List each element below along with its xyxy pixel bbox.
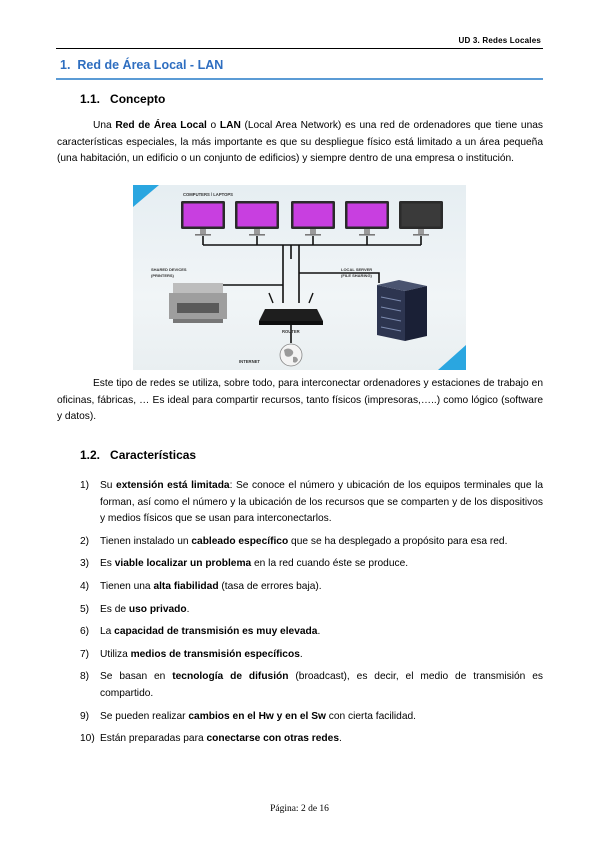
features-list: [80, 478, 543, 754]
list-item: 6) La capacidad de transmisión es muy elevada.: [80, 626, 321, 638]
corner-accent-top: [133, 185, 159, 207]
header-rule: [56, 48, 543, 49]
monitor-3: [291, 201, 335, 236]
corner-accent-bottom: [438, 345, 466, 370]
running-header: UD 3. Redes Locales: [458, 36, 541, 45]
globe-icon: [280, 344, 302, 366]
subsection-number: 1.2.: [80, 448, 101, 462]
lan-diagram-figure: [133, 185, 466, 370]
printers-label: (PRINTERS): [151, 273, 174, 278]
subsection-title: Características: [110, 448, 197, 462]
server-icon: [377, 280, 427, 341]
list-item: 1) Su extensión está limitada: Se conoce el número y ubicación de los equipos terminales que la forman, así como el número y la ubicación de los recursos que se comparten y de los dispositivos y medios físicos que se usan para interconectarlos.: [80, 480, 543, 525]
local-server-label: LOCAL SERVER: [341, 267, 373, 272]
router-icon: [259, 293, 323, 325]
section-heading: [60, 58, 223, 72]
internet-label: INTERNET: [239, 359, 260, 364]
printer-icon: [169, 283, 227, 323]
monitor-5: [399, 201, 443, 236]
shared-devices-label: SHARED DEVICES: [151, 267, 187, 272]
monitor-2: [235, 201, 279, 236]
list-item: 2) Tienen instalado un cableado específico que se ha desplegado a propósito para esa red.: [80, 535, 508, 547]
subsection-heading-concepto: [80, 92, 165, 106]
subsection-heading-caracteristicas: [80, 448, 196, 462]
list-item: 3) Es viable localizar un problema en la red cuando éste se produce.: [80, 558, 409, 570]
section-rule: [56, 78, 543, 80]
page-footer: Página: 2 de 16: [270, 804, 329, 814]
intro-paragraph: Una Red de Área Local o LAN (Local Area Network) es una red de ordenadores que tiene unas características especiales, la más importante es que su despliegue físico está limitado a un área pequeña (una habitación, un edificio o un conjunto de edificios) y siempre dentro de una empresa o institución.: [57, 120, 543, 165]
list-item: 7) Utiliza medios de transmisión específicos.: [80, 648, 303, 660]
list-item: 9) Se pueden realizar cambios en el Hw y en el Sw con cierta facilidad.: [80, 710, 416, 722]
monitor-4: [345, 201, 389, 236]
subsection-title: Concepto: [110, 92, 166, 106]
list-item: 5) Es de uso privado.: [80, 603, 190, 615]
subsection-number: 1.1.: [80, 92, 101, 106]
file-sharing-label: (FILE SHARING): [341, 273, 372, 278]
computers-label: COMPUTERS / LAPTOPS: [183, 192, 233, 197]
router-label: ROUTER: [282, 329, 300, 334]
section-title: Red de Área Local - LAN: [77, 58, 224, 72]
monitor-1: [181, 201, 225, 236]
list-item: 4) Tienen una alta fiabilidad (tasa de errores baja).: [80, 580, 322, 592]
section-number: 1.: [60, 58, 71, 72]
lan-diagram: [133, 185, 466, 370]
list-item: 8) Se basan en tecnología de difusión (broadcast), es decir, el medio de transmisión es compartido.: [80, 671, 543, 699]
list-item: 10) Están preparadas para conectarse con otras redes.: [80, 733, 342, 745]
usage-paragraph: Este tipo de redes se utiliza, sobre todo, para interconectar ordenadores y estaciones de trabajo en oficinas, fábricas, … Es ideal para compartir recursos, tanto físicos (impresoras,…..) como lógico (software y datos).: [57, 378, 543, 423]
